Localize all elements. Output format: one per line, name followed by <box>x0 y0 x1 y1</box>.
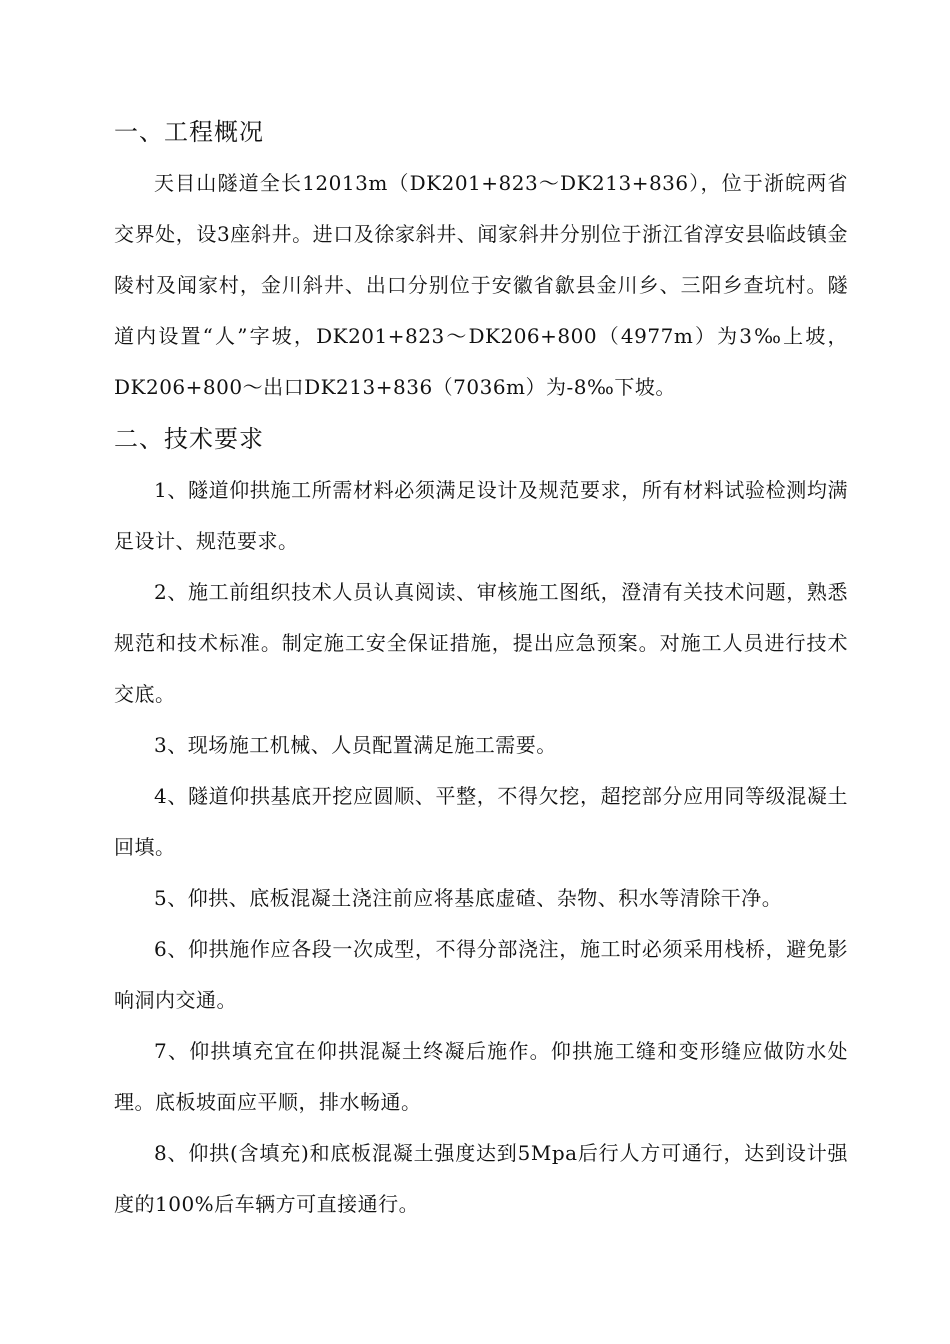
requirement-item-8: 8、仰拱(含填充)和底板混凝土强度达到5Mpa后行人方可通行，达到设计强度的100%后车辆方可直接通行。 <box>114 1141 848 1216</box>
section-heading-requirements: 二、技术要求 <box>114 425 264 453</box>
overview-paragraph: 天目山隧道全长12013m（DK201+823～DK213+836），位于浙皖两省交界处，设3座斜井。进口及徐家斜井、闻家斜井分别位于浙江省淳安县临歧镇金陵村及闻家村，金川斜井、出口分别位于安徽省歙县金川乡、三阳乡查坑村。隧道内设置“人”字坡，DK201+823～DK206+800（4977m）为3‰上坡，DK206+800～出口DK213+836（7036m）为-8‰下坡。 <box>114 171 848 399</box>
requirement-item-6: 6、仰拱施作应各段一次成型，不得分部浇注，施工时必须采用栈桥，避免影响洞内交通。 <box>114 937 848 1012</box>
requirement-item-3: 3、现场施工机械、人员配置满足施工需要。 <box>154 733 557 757</box>
section-heading-overview: 一、工程概况 <box>114 118 264 146</box>
document-body <box>114 106 848 1230</box>
requirement-item-1: 1、隧道仰拱施工所需材料必须满足设计及规范要求，所有材料试验检测均满足设计、规范要求。 <box>114 478 848 553</box>
requirement-item-2: 2、施工前组织技术人员认真阅读、审核施工图纸，澄清有关技术问题，熟悉规范和技术标准。制定施工安全保证措施，提出应急预案。对施工人员进行技术交底。 <box>114 580 848 706</box>
requirement-item-5: 5、仰拱、底板混凝土浇注前应将基底虚碴、杂物、积水等清除干净。 <box>154 886 783 910</box>
requirement-item-4: 4、隧道仰拱基底开挖应圆顺、平整，不得欠挖，超挖部分应用同等级混凝土回填。 <box>114 784 848 859</box>
requirement-item-7: 7、仰拱填充宜在仰拱混凝土终凝后施作。仰拱施工缝和变形缝应做防水处理。底板坡面应平顺，排水畅通。 <box>114 1039 848 1114</box>
